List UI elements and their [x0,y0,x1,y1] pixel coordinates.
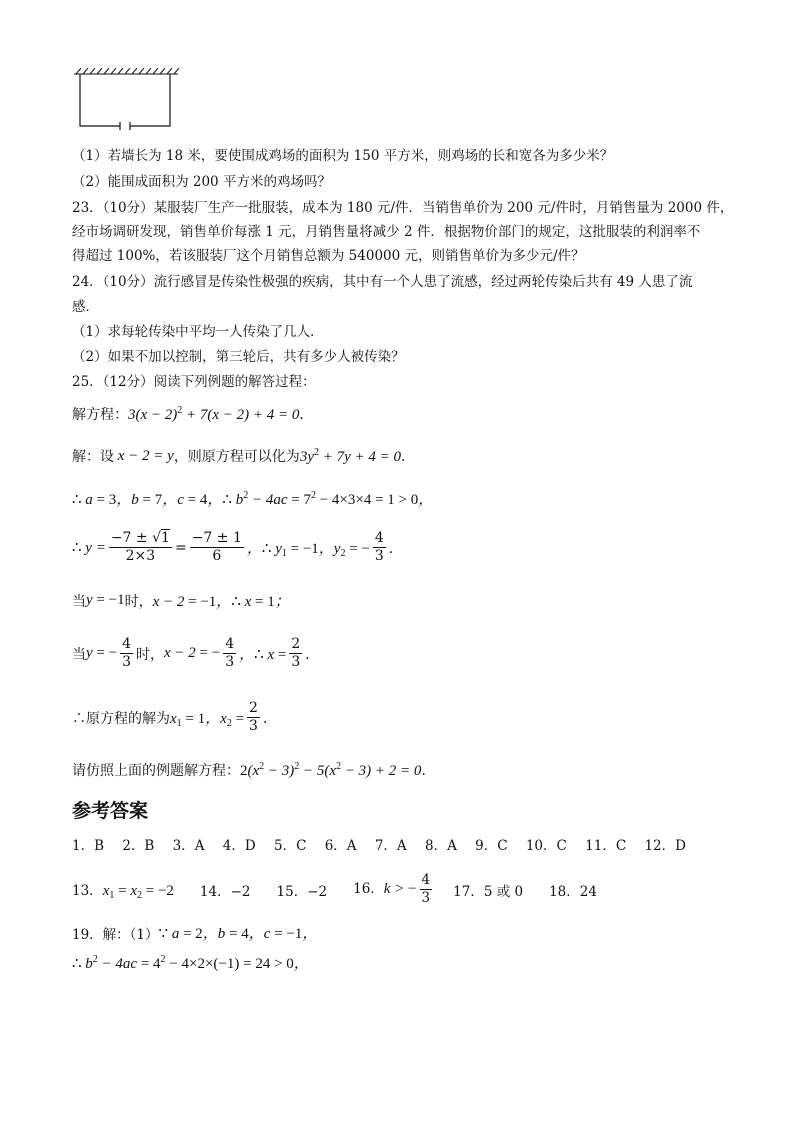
case-y2: 当 y = − $\frac{4}{3}$ 时， x − 2 = − $\frac{4}{3}$ ，∴ x = $\frac{2}{3}$ ． [72,636,320,670]
q19-solution-line2: ∴ $b^2 - 4ac = 4^2 - 4\times 2\times(-1) = 24 > 0$， [72,954,309,972]
answer-1: 1．B [72,838,105,854]
quadratic-formula-step: ∴ y = $\frac{-7 \pm √1}{2\times 3}$ = $\frac{-7 \pm 1}{6}$ ，∴ $y_1 = -1$，$y_2$ = − $\frac{4}{3}$ ． [72,530,403,564]
q23-line1: 23．（10分）某服装厂生产一批服装，成本为 180 元/件．当销售单价为 200 元/件时，月销售量为 2000 件， [72,200,734,216]
example-equation: 解方程： $3(x - 2)^2 + 7(x - 2) + 4 = 0$ ． [72,404,314,423]
answers-heading: 参考答案 [72,800,149,822]
chicken-coop-figure [72,68,182,132]
answer-12: 12．D [644,838,686,854]
answer-6: 6．A [324,838,357,854]
answer-4: 4．D [222,838,256,854]
exercise-equation: 请仿照上面的例题解方程： $2(x^2 - 3)^2 - 5(x^2 - 3) + 2 = 0$ ． [72,760,436,779]
answer-11: 11．C [585,838,627,854]
answer-7: 7．A [374,838,407,854]
wall-hatching [74,68,179,74]
answer-18: 18．24 [549,883,597,900]
answer-9: 9．C [475,838,508,854]
fence [80,74,170,130]
answer-2: 2．B [122,838,155,854]
q22-part2: （2）能围成面积为 200 平方米的鸡场吗？ [72,174,331,190]
answer-13: 13．$x_1 = x_2 = -2$ [72,882,174,901]
q22-part1: （1）若墙长为 18 米，要使围成鸡场的面积为 150 平方米，则鸡场的长和宽各为多少米？ [72,148,614,164]
answer-17: 17．5 或 0 [453,883,524,900]
answer-5: 5．C [273,838,307,854]
q25-intro: 25．（12分）阅读下列例题的解答过程： [72,374,316,390]
q23-line3: 得超过 100%，若该服装厂这个月销售总额为 540000 元，则销售单价为多少元/件？ [72,248,585,264]
q24-line1: 24．（10分）流行感冒是传染性极强的疾病，其中有一个人患了流感，经过两轮传染后共有 49 人患了流 [72,274,693,290]
answers-row1 [72,834,700,854]
q24-part1: （1）求每轮传染中平均一人传染了几人． [72,324,324,340]
answer-16: 16．k > − $\frac{4}{3}$ [353,872,431,906]
answer-3: 3．A [172,838,205,854]
q24-line2: 感． [72,299,99,315]
case-y1: 当 y = −1 时， x − 2 = −1，∴ x = 1； [72,592,290,610]
q24-part2: （2）如果不加以控制，第三轮后，共有多少人被传染？ [72,349,405,365]
roots-result: ∴原方程的解为 $x_1 = 1$，$x_2$ = $\frac{2}{3}$ ． [72,700,277,734]
answer-14: 14．−2 [199,883,251,900]
answer-15: 15．−2 [276,883,328,900]
answers-row2 [72,872,597,907]
answer-8: 8．A [424,838,457,854]
substitution-step: 解：设 x − 2 = y ，则原方程可以化为 $3y^2 + 7y + 4 = 0$ ． [72,446,416,465]
q19-solution-line1: 19．解：（1） ∵ a = 2，b = 4，c = −1， [72,926,318,943]
answer-10: 10．C [525,838,567,854]
discriminant-step: ∴ a = 3，b = 7，c = 4，∴ $b^2 - 4ac = 7^2 - 4\times 3\times 4 = 1 > 0$， [72,490,434,508]
q23-line2: 经市场调研发现，销售单价每涨 1 元，月销售量将减少 2 件．根据物价部门的规定，这批服装的利润率不 [72,224,701,240]
